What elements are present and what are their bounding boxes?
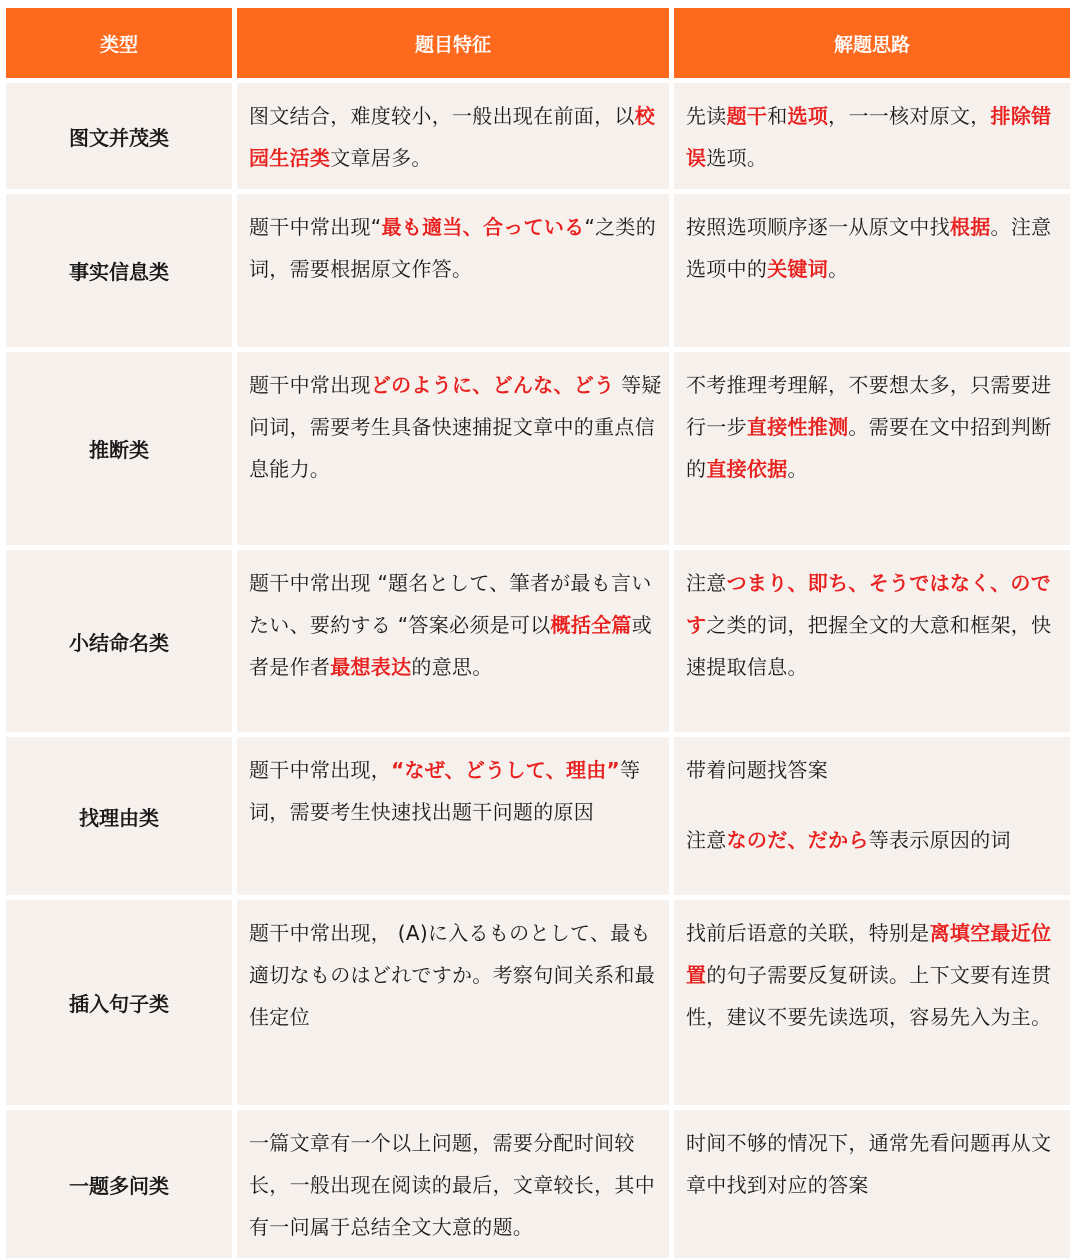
text-segment: 等词，需要考生快速找出题干问题的原因 <box>249 758 641 824</box>
row-type: 事实信息类 <box>6 194 232 347</box>
row-type: 小结命名类 <box>6 550 232 732</box>
row-feature <box>237 1110 669 1258</box>
row-feature <box>237 194 669 347</box>
text-segment: 按照选项顺序逐一从原文中找 <box>686 215 950 239</box>
text-segment: 一篇文章有一个以上问题，需要分配时间较长，一般出现在阅读的最后，文章较长，其中有一问属于总结全文大意的题。 <box>249 1131 655 1239</box>
text-segment: 题干中常出现， (A)に入るものとして、最も適切なものはどれですか。考察句间关系和最佳定位 <box>249 921 655 1029</box>
highlighted-keyword: “なぜ、どうして、理由” <box>391 758 620 782</box>
text-segment: 题干中常出现 <box>249 373 371 397</box>
text-segment: 题干中常出现 “題名として、筆者が最も言いたい、要約する “答案必须是可以 <box>249 571 652 637</box>
row-approach <box>674 83 1070 189</box>
header-approach: 解题思路 <box>674 8 1070 78</box>
highlighted-keyword: どのように、どんな、どう <box>370 373 615 397</box>
row-approach <box>674 1110 1070 1258</box>
row-type: 插入句子类 <box>6 900 232 1105</box>
row-feature <box>237 550 669 732</box>
table-row <box>6 550 1070 732</box>
text-segment: 注意 <box>686 828 727 852</box>
table-header <box>6 8 1070 78</box>
row-type: 找理由类 <box>6 737 232 895</box>
text-segment: 等表示原因的词 <box>868 828 1011 852</box>
row-type: 推断类 <box>6 352 232 545</box>
highlighted-keyword: 直接性推测 <box>746 415 849 439</box>
row-approach <box>674 352 1070 545</box>
highlighted-keyword: なのだ、だから <box>726 828 869 852</box>
header-type: 类型 <box>6 8 232 78</box>
header-feature: 题目特征 <box>237 8 669 78</box>
highlighted-keyword: 关键词 <box>767 257 829 281</box>
highlighted-keyword: 最想表达 <box>330 655 412 679</box>
highlighted-keyword: 概括全篇 <box>550 613 632 637</box>
table-row <box>6 83 1070 189</box>
text-segment: 。 <box>787 457 808 481</box>
row-approach <box>674 550 1070 732</box>
text-segment: 先读 <box>686 104 727 128</box>
table-row <box>6 194 1070 347</box>
text-segment: 文章居多。 <box>330 146 432 170</box>
table-row <box>6 352 1070 545</box>
highlighted-keyword: 校园生活类 <box>249 104 656 170</box>
highlighted-keyword: 题干 <box>726 104 768 128</box>
text-segment: 找前后语意的关联，特别是 <box>686 921 930 945</box>
text-segment: 和 <box>767 104 788 128</box>
text-segment: 。需要在文中招到判断的 <box>686 415 1052 481</box>
highlighted-keyword: 直接依据 <box>706 457 788 481</box>
text-segment: 或者是作者 <box>249 613 653 679</box>
paragraph-break <box>686 791 1064 819</box>
table-row <box>6 900 1070 1105</box>
row-feature <box>237 900 669 1105</box>
highlighted-keyword: 根据 <box>949 215 991 239</box>
highlighted-keyword: 排除错误 <box>686 104 1052 170</box>
text-segment: 注意 <box>686 571 727 595</box>
row-feature <box>237 737 669 895</box>
text-segment: 时间不够的情况下，通常先看问题再从文章中找到对应的答案 <box>686 1131 1052 1197</box>
row-feature <box>237 352 669 545</box>
text-segment: 的句子需要反复研读。上下文要有连贯性，建议不要先读选项，容易先入为主。 <box>686 963 1052 1029</box>
text-segment: 等疑问词，需要考生具备快速捕捉文章中的重点信息能力。 <box>249 373 662 481</box>
text-segment: 图文结合，难度较小，一般出现在前面，以 <box>249 104 635 128</box>
table-row <box>6 737 1070 895</box>
text-segment: 的意思。 <box>411 655 493 679</box>
highlighted-keyword: つまり、即ち、そうではなく、のです <box>686 571 1052 637</box>
table-row <box>6 1110 1070 1258</box>
text-segment: 选项。 <box>706 146 768 170</box>
highlighted-keyword: 最も適当、合っている <box>381 215 585 239</box>
highlighted-keyword: 选项 <box>787 104 829 128</box>
row-approach <box>674 194 1070 347</box>
text-segment: 题干中常出现， <box>249 758 392 782</box>
row-type: 图文并茂类 <box>6 83 232 189</box>
text-segment: “之类的词，需要根据原文作答。 <box>249 215 657 281</box>
text-segment: 带着问题找答案 <box>686 758 829 782</box>
row-approach <box>674 900 1070 1105</box>
row-feature <box>237 83 669 189</box>
text-segment: 。注意选项中的 <box>686 215 1052 281</box>
text-segment: ，一一核对原文， <box>828 104 991 128</box>
text-segment: 。 <box>828 257 849 281</box>
text-segment: 题干中常出现“ <box>249 215 382 239</box>
text-segment: 之类的词，把握全文的大意和框架，快速提取信息。 <box>686 613 1052 679</box>
row-type: 一题多问类 <box>6 1110 232 1258</box>
row-approach <box>674 737 1070 895</box>
text-segment: 不考推理考理解，不要想太多，只需要进行一步 <box>686 373 1052 439</box>
highlighted-keyword: 离填空最近位置 <box>686 921 1052 987</box>
